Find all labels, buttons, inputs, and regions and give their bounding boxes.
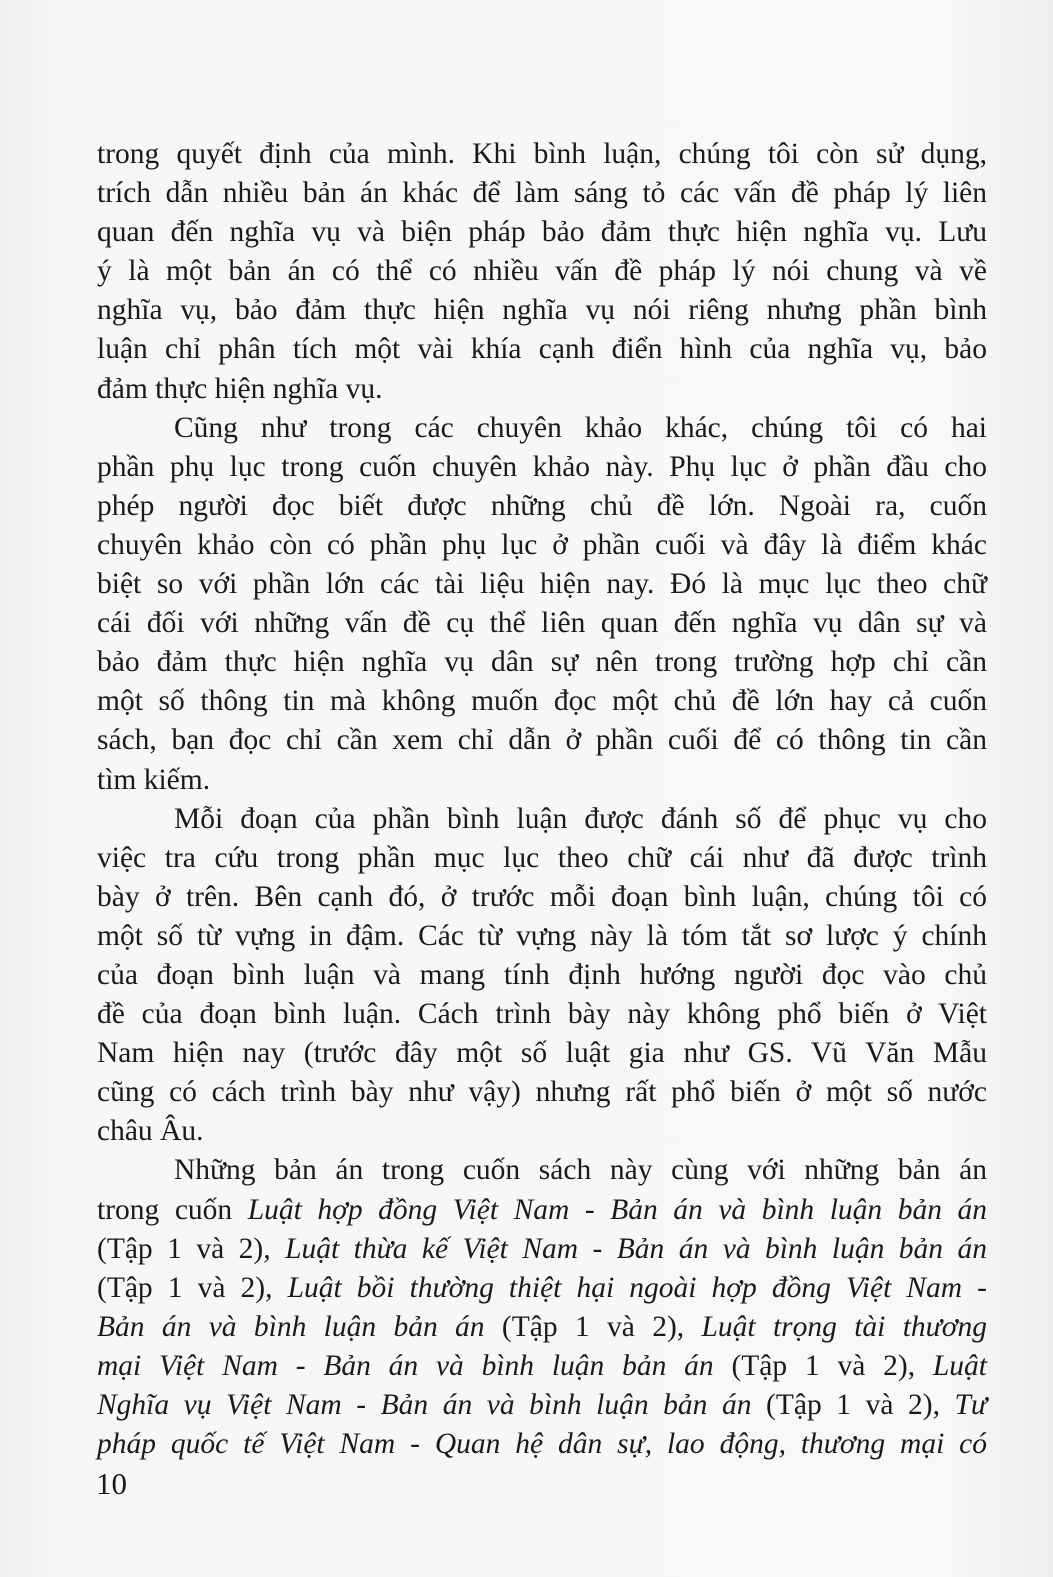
- text-line: châu Âu.: [97, 1115, 204, 1148]
- paragraph-4: [97, 1151, 987, 1464]
- text-line: trích dẫn nhiều bản án khác để làm sáng tỏ các vấn đề pháp lý liên: [97, 177, 987, 210]
- paragraph-2: [97, 409, 987, 800]
- book-title: , Luật bồi thường thiệt hại ngoài hợp đồng Việt Nam -: [265, 1271, 987, 1304]
- text-line: [97, 1386, 987, 1425]
- text-line: biệt so với phần lớn các tài liệu hiện nay. Đó là mục lục theo chữ: [97, 568, 987, 601]
- book-title: Nghĩa vụ Việt Nam - Bản án và bình luận bản án: [97, 1389, 752, 1421]
- book-title: Luật hợp đồng Việt Nam - Bản án và bình luận bản án: [247, 1193, 987, 1226]
- text-line: một số thông tin mà không muốn đọc một chủ đề lớn hay cả cuốn: [97, 685, 987, 718]
- text-line: bảo đảm thực hiện nghĩa vụ dân sự nên trong trường hợp chỉ cần: [97, 646, 987, 679]
- text-run: (Tập 1 và 2),: [751, 1389, 955, 1421]
- book-title: Luật: [932, 1349, 987, 1382]
- text-line: Mỗi đoạn của phần bình luận được đánh số để phục vụ cho: [174, 802, 987, 835]
- text-line: của đoạn bình luận và mang tính định hướng người đọc vào chủ: [97, 958, 987, 991]
- text-line: [97, 1347, 987, 1386]
- text-line: [97, 1425, 987, 1464]
- text-line: phép người đọc biết được những chủ đề lớn. Ngoài ra, cuốn: [97, 489, 987, 522]
- page-body: [97, 135, 987, 1464]
- book-title: Tư: [954, 1389, 988, 1421]
- text-line: bày ở trên. Bên cạnh đó, ở trước mỗi đoạn bình luận, chúng tôi có: [97, 880, 987, 913]
- text-line: chuyên khảo còn có phần phụ lục ở phần cuối và đây là điểm khác: [97, 528, 987, 561]
- text-line: nghĩa vụ, bảo đảm thực hiện nghĩa vụ nói riêng nhưng phần bình: [97, 294, 987, 327]
- text-line: Những bản án trong cuốn sách này cùng với những bản án: [174, 1154, 987, 1187]
- text-run: trong cuốn: [97, 1193, 248, 1226]
- text-line: luận chỉ phân tích một vài khía cạnh điển hình của nghĩa vụ, bảo: [97, 333, 987, 366]
- text-line: quan đến nghĩa vụ và biện pháp bảo đảm thực hiện nghĩa vụ. Lưu: [97, 216, 987, 249]
- book-title: , Luật thừa kế Việt Nam - Bản án và bình luận bản án: [263, 1232, 988, 1265]
- paragraph-3: [97, 800, 987, 1152]
- text-line: Nam hiện nay (trước đây một số luật gia như GS. Vũ Văn Mẫu: [97, 1037, 987, 1070]
- book-title: Luật trọng tài thương: [701, 1310, 987, 1343]
- text-line: đảm thực hiện nghĩa vụ.: [97, 372, 383, 405]
- text-line: [97, 1308, 987, 1347]
- text-run: (Tập 1 và 2),: [713, 1349, 933, 1382]
- text-line: cái đối với những vấn đề cụ thể liên quan đến nghĩa vụ dân sự và: [97, 607, 987, 640]
- page-number: 10: [96, 1466, 127, 1501]
- text-line: việc tra cứu trong phần mục lục theo chữ cái như đã được trình: [97, 841, 987, 874]
- text-line: phần phụ lục trong cuốn chuyên khảo này. Phụ lục ở phần đầu cho: [97, 450, 987, 483]
- text-run: (Tập 1 và 2),: [484, 1310, 702, 1343]
- text-line: trong quyết định của mình. Khi bình luận, chúng tôi còn sử dụng,: [97, 138, 987, 170]
- book-title: pháp quốc tế Việt Nam - Quan hệ dân sự, lao động, thương mại có: [97, 1428, 987, 1461]
- text-line: cũng có cách trình bày như vậy) nhưng rất phổ biến ở một số nước: [97, 1076, 987, 1109]
- text-line: ý là một bản án có thể có nhiều vấn đề pháp lý nói chung và về: [97, 255, 987, 288]
- book-title: Bản án và bình luận bản án: [97, 1310, 485, 1343]
- text-run: (Tập 1 và 2): [97, 1232, 264, 1265]
- paragraph-1: [97, 135, 987, 409]
- text-line: [97, 1230, 987, 1269]
- text-line: sách, bạn đọc chỉ cần xem chỉ dẫn ở phần cuối để có thông tin cần: [97, 724, 987, 757]
- book-title: mại Việt Nam - Bản án và bình luận bản án: [97, 1349, 714, 1382]
- text-line: [97, 1191, 987, 1230]
- text-line: tìm kiếm.: [97, 763, 211, 796]
- text-line: [97, 1269, 987, 1308]
- text-line: Cũng như trong các chuyên khảo khác, chúng tôi có hai: [174, 411, 987, 444]
- text-line: một số từ vựng in đậm. Các từ vựng này là tóm tắt sơ lược ý chính: [97, 919, 987, 952]
- text-line: đề của đoạn bình luận. Cách trình bày này không phổ biến ở Việt: [97, 998, 987, 1031]
- text-run: (Tập 1 và 2): [97, 1271, 266, 1304]
